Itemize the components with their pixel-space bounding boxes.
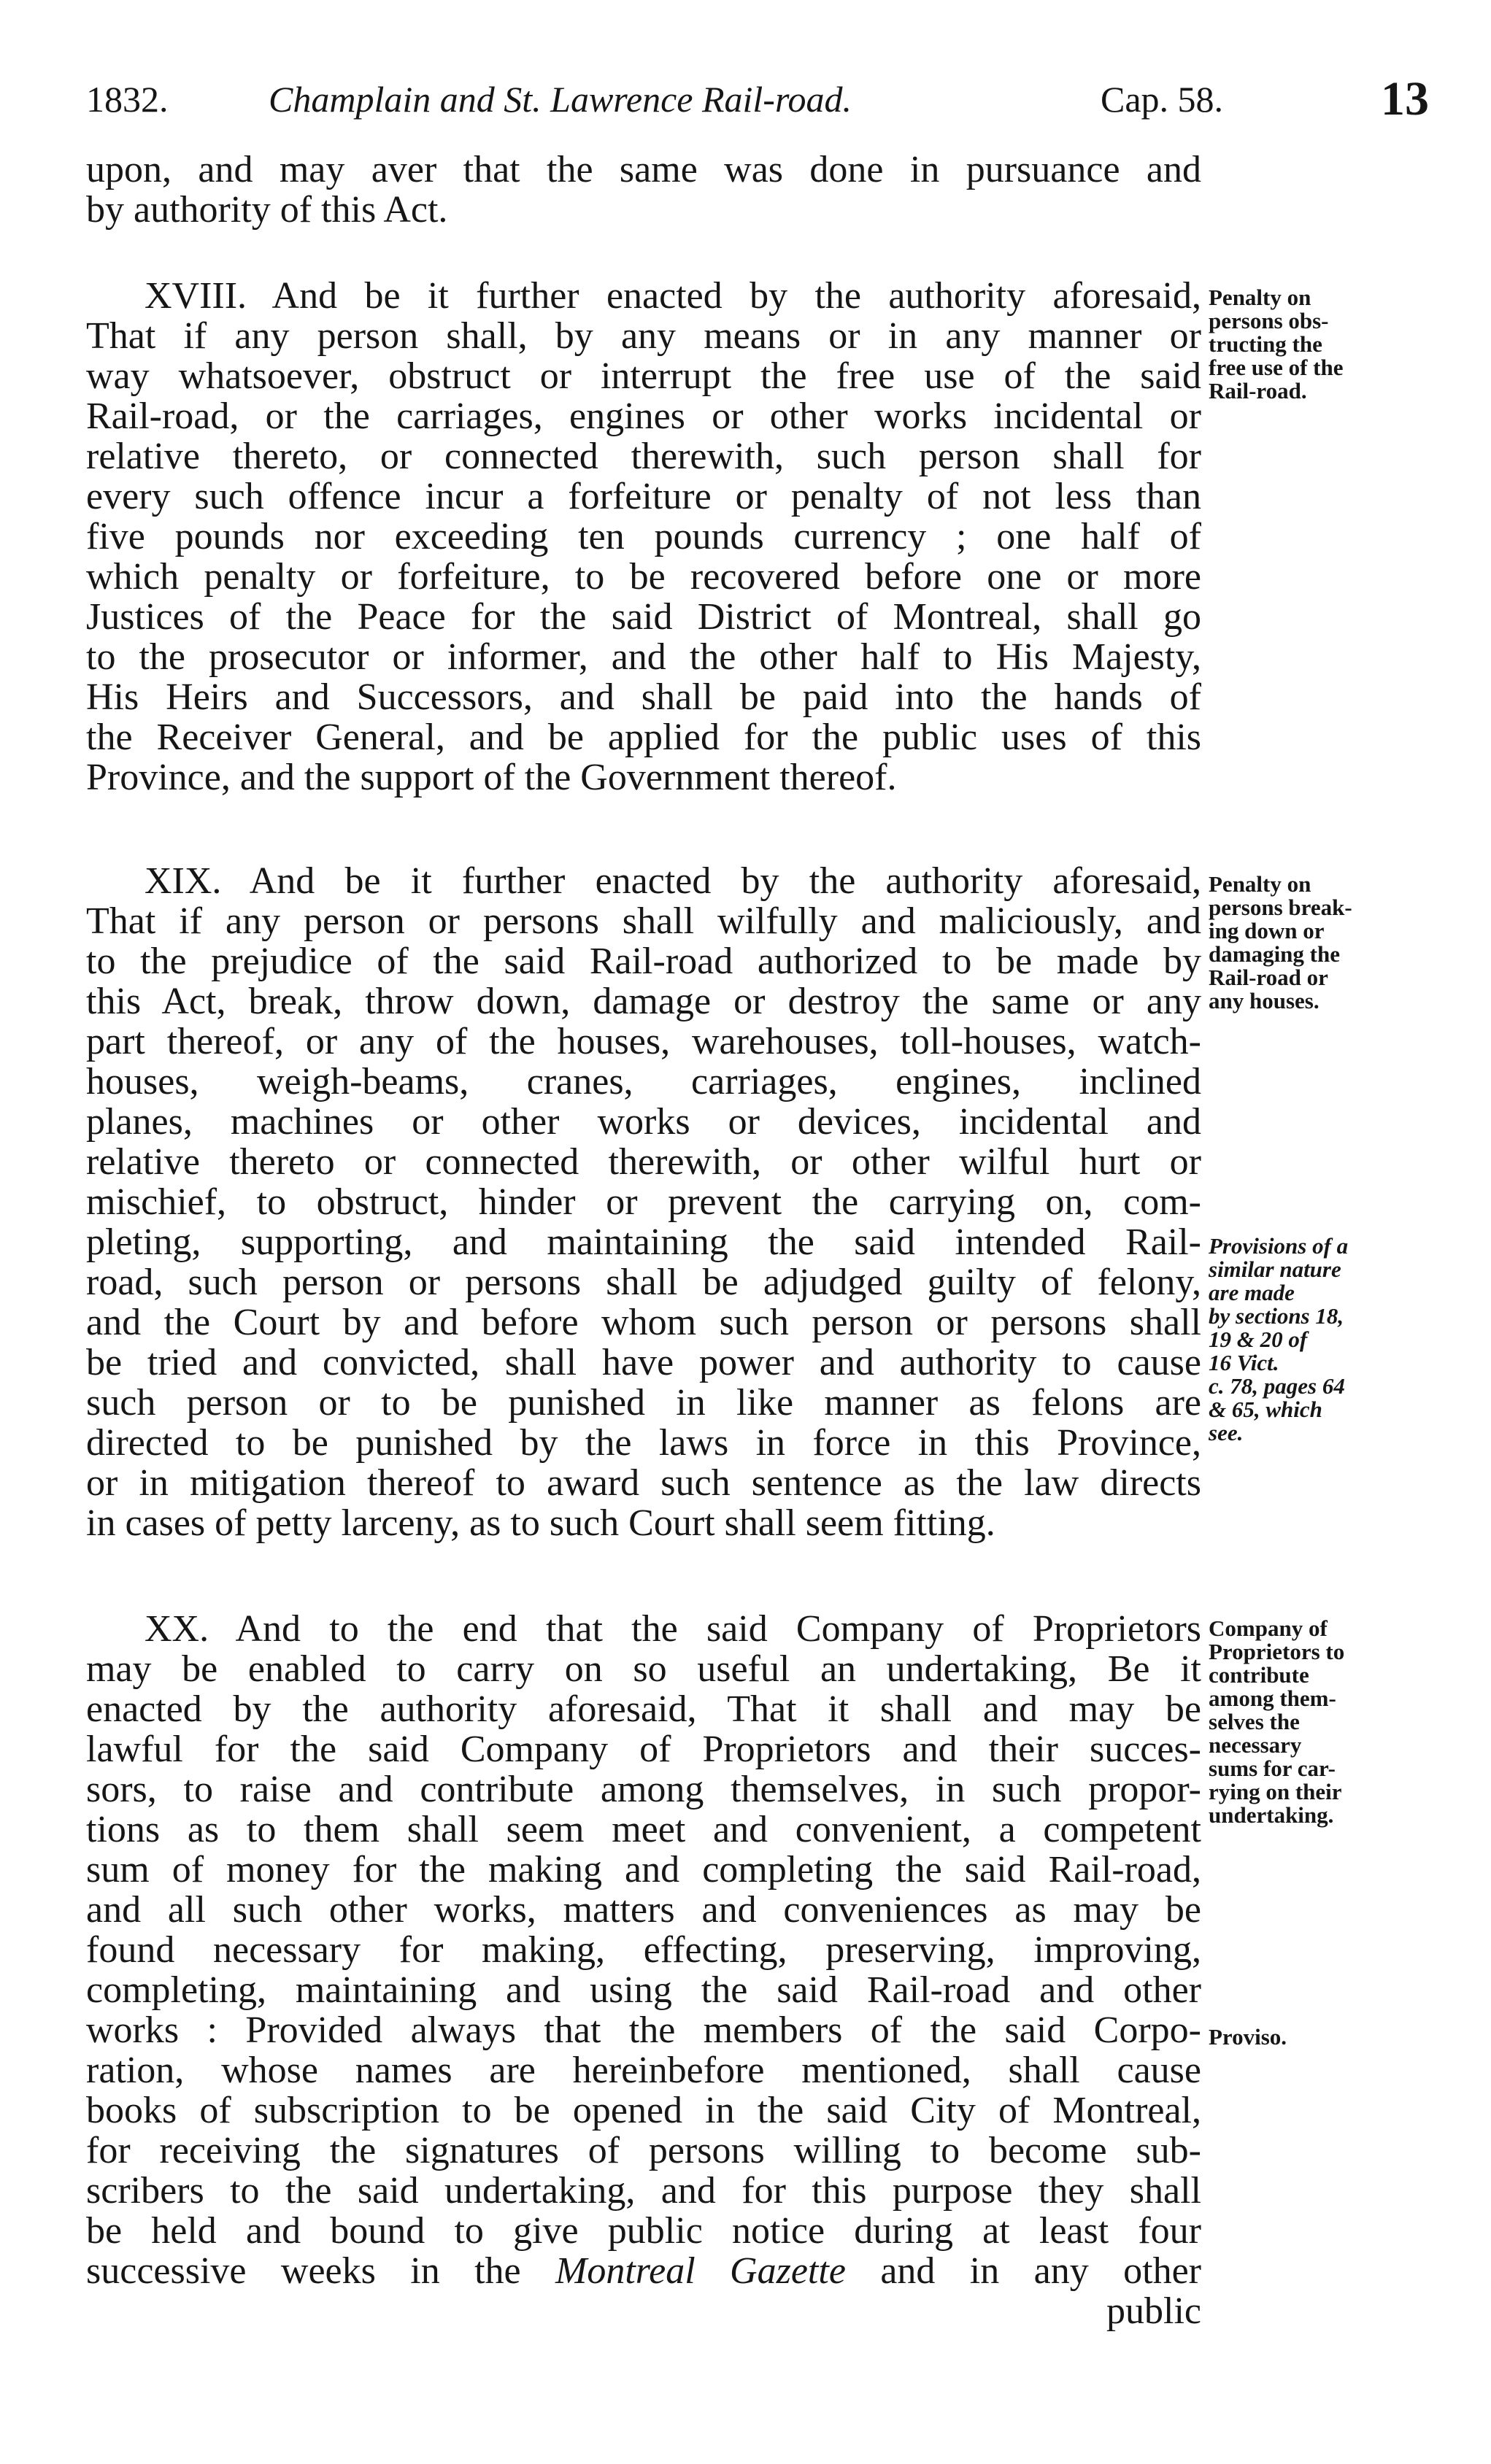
text-line: every such offence incur a forfeiture or penalty of not less than [86, 476, 1201, 517]
text-line: way whatsoever, obstruct or interrupt the free use of the said [86, 355, 1201, 397]
text-line: relative thereto, or connected therewith, such person shall for [86, 436, 1201, 477]
text-line: That if any person shall, by any means or in any manner or [86, 315, 1201, 357]
text-line: Province, and the support of the Government thereof. [86, 757, 897, 798]
marginal-note-line: damaging the [1209, 941, 1340, 967]
marginal-note-line: 16 Vict. [1209, 1350, 1279, 1375]
marginal-note-line: are made [1209, 1280, 1295, 1305]
marginal-note-line: by sections 18, [1209, 1303, 1344, 1329]
text-line: part thereof, or any of the houses, warehouses, toll-houses, watch- [86, 1021, 1201, 1062]
text-line: XX. And to the end that the said Company of Proprietors [145, 1608, 1201, 1650]
text-line: to the prejudice of the said Rail-road authorized to be made by [86, 941, 1201, 982]
catchword: public [1106, 2290, 1201, 2332]
marginal-note-line: 19 & 20 of [1209, 1326, 1308, 1352]
text-line: found necessary for making, effecting, preserving, improving, [86, 1929, 1201, 1971]
marginal-note-penalty-obstruction [1209, 286, 1428, 403]
text-line: enacted by the authority aforesaid, That it shall and may be [86, 1688, 1201, 1730]
text-line: pleting, supporting, and maintaining the said intended Rail- [86, 1221, 1201, 1263]
text-line: be held and bound to give public notice during at least four [86, 2210, 1201, 2252]
marginal-note-line: Rail-road or [1209, 965, 1328, 990]
marginal-note-penalty-damage [1209, 873, 1428, 1013]
text-line: such person or to be punished in like manner as felons are [86, 1382, 1201, 1424]
text-line: this Act, break, throw down, damage or destroy the same or any [86, 981, 1201, 1022]
text-line: sors, to raise and contribute among themselves, in such propor- [86, 1769, 1201, 1810]
header-title: Champlain and St. Lawrence Rail-road. [269, 79, 852, 120]
text-line: to the prosecutor or informer, and the other half to His Majesty, [86, 636, 1201, 678]
running-header [86, 70, 1429, 128]
text-line: tions as to them shall seem meet and convenient, a competent [86, 1809, 1201, 1850]
marginal-note-provisions [1209, 1235, 1428, 1445]
marginal-note-line: Penalty on [1209, 871, 1311, 897]
text-line [86, 2251, 1201, 2291]
text-line: relative thereto or connected therewith, or other wilful hurt or [86, 1141, 1201, 1183]
text-line: or in mitigation thereof to award such sentence as the law directs [86, 1462, 1201, 1504]
text-run: successive weeks in the [86, 2250, 556, 2292]
marginal-note-proviso [1209, 2025, 1428, 2049]
text-line: upon, and may aver that the same was done in pursuance and [86, 149, 1201, 190]
text-line: ration, whose names are hereinbefore mentioned, shall cause [86, 2050, 1201, 2091]
text-line: books of subscription to be opened in the said City of Montreal, [86, 2090, 1201, 2131]
newspaper-title: Montreal Gazette [555, 2250, 846, 2292]
marginal-note-line: rying on their [1209, 1779, 1342, 1804]
marginal-note-line: see. [1209, 1420, 1244, 1445]
text-line: XVIII. And be it further enacted by the authority aforesaid, [145, 275, 1201, 317]
text-line: houses, weigh-beams, cranes, carriages, engines, inclined [86, 1061, 1201, 1102]
section-xviii [86, 276, 1201, 797]
page-number: 13 [1381, 72, 1429, 125]
marginal-note-line: Penalty on [1209, 285, 1311, 310]
text-line: mischief, to obstruct, hinder or prevent the carrying on, com- [86, 1181, 1201, 1223]
text-line: be tried and convicted, shall have power and authority to cause [86, 1342, 1201, 1383]
text-line: Rail-road, or the carriages, engines or other works incidental or [86, 395, 1201, 437]
header-chapter: Cap. 58. [1101, 79, 1224, 120]
text-line: Justices of the Peace for the said District of Montreal, shall go [86, 596, 1201, 638]
marginal-note-line: among them- [1209, 1685, 1336, 1711]
marginal-note-line: c. 78, pages 64 [1209, 1373, 1345, 1399]
text-line: for receiving the signatures of persons willing to become sub- [86, 2130, 1201, 2171]
marginal-note-line: free use of the [1209, 355, 1344, 380]
text-line: and all such other works, matters and conveniences as may be [86, 1889, 1201, 1931]
text-line: the Receiver General, and be applied for the public uses of this [86, 717, 1201, 758]
text-line: His Heirs and Successors, and shall be paid into the hands of [86, 676, 1201, 718]
marginal-note-line: sums for car- [1209, 1756, 1336, 1781]
text-line: lawful for the said Company of Proprietors and their succes- [86, 1729, 1201, 1770]
header-year: 1832. [86, 79, 169, 120]
text-line: which penalty or forfeiture, to be recovered before one or more [86, 556, 1201, 598]
text-line: may be enabled to carry on so useful an undertaking, Be it [86, 1648, 1201, 1690]
marginal-note-line: ing down or [1209, 918, 1325, 943]
marginal-note-line: Proviso. [1209, 2024, 1287, 2050]
marginal-note-line: Company of [1209, 1615, 1328, 1641]
marginal-note-line: Proprietors to [1209, 1639, 1345, 1664]
marginal-note-line: persons obs- [1209, 308, 1329, 333]
text-line: completing, maintaining and using the said Rail-road and other [86, 1969, 1201, 2011]
text-line: road, such person or persons shall be adjudged guilty of felony, [86, 1262, 1201, 1303]
text-run: and in any other [845, 2250, 1201, 2292]
section-xix [86, 861, 1201, 1543]
text-line: scribers to the said undertaking, and for this purpose they shall [86, 2170, 1201, 2212]
intro-paragraph [86, 150, 1201, 230]
marginal-note-line: undertaking. [1209, 1802, 1334, 1828]
marginal-note-company-contribute [1209, 1617, 1428, 1827]
marginal-note-line: contribute [1209, 1662, 1309, 1688]
marginal-note-line: & 65, which [1209, 1397, 1322, 1422]
text-line: That if any person or persons shall wilfully and maliciously, and [86, 900, 1201, 942]
text-line: directed to be punished by the laws in force in this Province, [86, 1422, 1201, 1464]
marginal-note-line: tructing the [1209, 331, 1322, 357]
text-line: works : Provided always that the members of the said Corpo- [86, 2009, 1201, 2051]
marginal-note-line: similar nature [1209, 1256, 1341, 1282]
text-line: XIX. And be it further enacted by the authority aforesaid, [145, 860, 1201, 902]
marginal-note-line: persons break- [1209, 895, 1352, 920]
text-line: planes, machines or other works or devices, incidental and [86, 1101, 1201, 1143]
section-xx [86, 1609, 1201, 2331]
marginal-note-line: selves the [1209, 1709, 1300, 1734]
text-line: sum of money for the making and completing the said Rail-road, [86, 1849, 1201, 1891]
text-line: in cases of petty larceny, as to such Court shall seem fitting. [86, 1502, 995, 1544]
text-line: by authority of this Act. [86, 189, 448, 231]
text-line: and the Court by and before whom such person or persons shall [86, 1302, 1201, 1343]
marginal-note-line: Provisions of a [1209, 1233, 1349, 1259]
marginal-note-line: Rail-road. [1209, 378, 1307, 403]
marginal-note-line: necessary [1209, 1732, 1302, 1758]
marginal-note-line: any houses. [1209, 988, 1319, 1013]
text-line: five pounds nor exceeding ten pounds currency ; one half of [86, 516, 1201, 557]
